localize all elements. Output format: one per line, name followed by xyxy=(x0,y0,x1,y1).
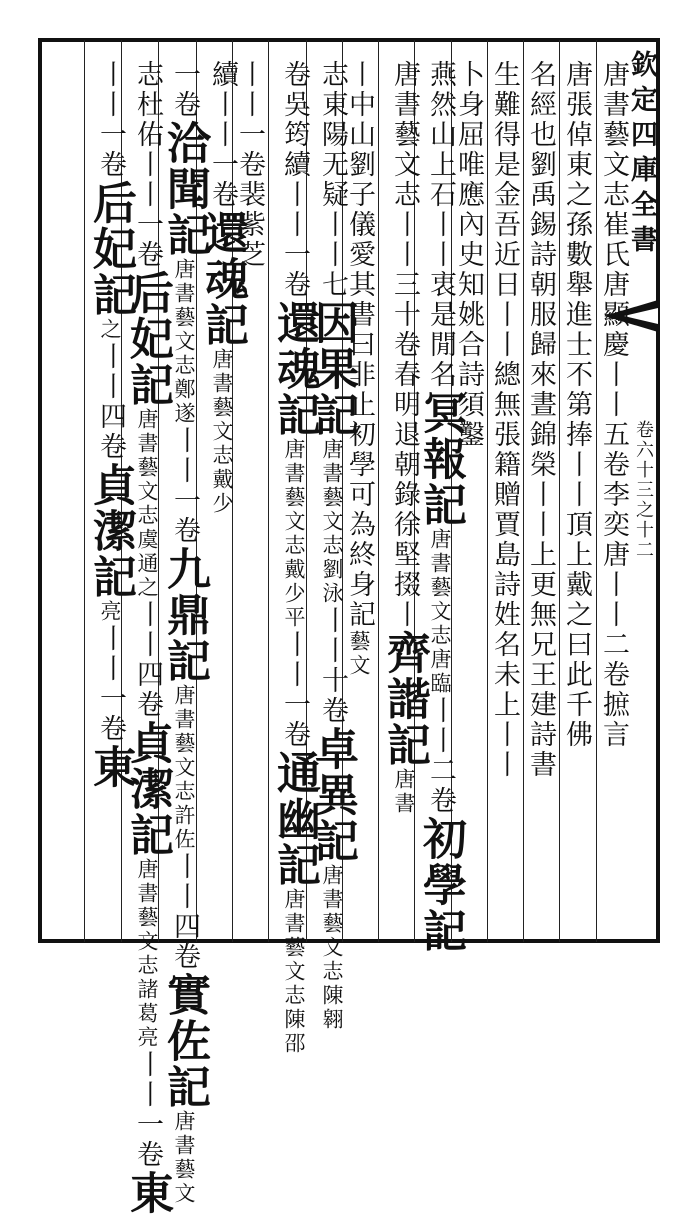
annotation-text: 遂 xyxy=(172,402,196,426)
body-text: 一卷 xyxy=(95,120,126,180)
body-text: 丨丨三十卷春明退朝錄徐堅掇 xyxy=(389,210,420,600)
body-text: 一卷裴紫芝 xyxy=(234,120,265,270)
body-text: 丨丨 xyxy=(234,60,265,120)
body-text: 唐書藝文志崔氏唐顯慶 xyxy=(598,60,629,360)
body-text: 丨丨 xyxy=(169,852,200,912)
annotation-text: 唐書藝文志陳邵 xyxy=(282,888,306,1056)
body-text: 丨丨 xyxy=(207,90,238,150)
annotation-text: 之 xyxy=(135,576,159,600)
entry-title: 齊諧記 xyxy=(379,630,430,768)
annotation-text: 之 xyxy=(98,318,122,342)
annotation-text: 唐書藝文志陳翱 xyxy=(320,864,344,1032)
body-text: 卜身屈唯應內史知姚合詩須鑿 xyxy=(453,60,484,450)
text-column-15 xyxy=(85,60,136,790)
body-text: 丨丨總無張籍贈賈島詩姓名未上 xyxy=(489,300,520,720)
body-text: 衷是閒名 xyxy=(425,270,456,390)
entry-title: 還魂記 xyxy=(269,300,320,438)
body-text: 丨丨 xyxy=(95,624,126,684)
body-text: 丨丨 xyxy=(132,1050,163,1110)
body-text: 丨丨 xyxy=(489,720,520,780)
entry-title: 貞潔記 xyxy=(85,462,136,600)
entry-title: 實佐記 xyxy=(159,972,210,1110)
annotation-text: 唐書藝文志唐 xyxy=(428,528,452,672)
entry-title: 洽聞記 xyxy=(159,120,210,258)
annotation-text: 亮 xyxy=(135,1026,159,1050)
entry-title: 卓異記 xyxy=(307,726,358,864)
entry-title: 后妃記 xyxy=(85,180,136,318)
body-text: 一卷 xyxy=(169,60,200,120)
body-text: 丨中山劉子儀愛其書曰非止初學可為終身記 xyxy=(344,60,375,630)
annotation-text: 唐書 xyxy=(392,768,416,816)
body-text: 丨丨五卷李奕唐 xyxy=(598,360,629,570)
annotation-text: 佐 xyxy=(172,828,196,852)
body-text: 一卷 xyxy=(207,150,238,210)
annotation-text: 泳 xyxy=(320,582,344,606)
body-text: 一卷 xyxy=(169,486,200,546)
body-text: 丨丨二卷 xyxy=(425,696,456,816)
text-column-4 xyxy=(491,60,518,780)
body-text: 四卷 xyxy=(132,660,163,720)
annotation-text: 唐書藝文志戴少 xyxy=(210,348,234,516)
body-text: 卷吳筠續 xyxy=(279,60,310,180)
entry-title: 后妃記 xyxy=(122,270,173,408)
body-text: 一卷 xyxy=(132,210,163,270)
annotation-text: 藝文 xyxy=(347,630,371,678)
body-text: 生難得是金吾近日 xyxy=(489,60,520,300)
body-text: 一卷 xyxy=(279,690,310,750)
body-text: 志杜佑 xyxy=(132,60,163,150)
annotation-text: 唐書藝文志鄭 xyxy=(172,258,196,402)
book-title: 欽定四庫全書 xyxy=(626,50,657,260)
column-rule xyxy=(523,40,524,942)
body-text: 丨丨 xyxy=(169,426,200,486)
body-text: 一卷 xyxy=(132,1110,163,1170)
body-text: 丨丨十卷 xyxy=(317,606,348,726)
body-text: 丨丨 xyxy=(279,630,310,690)
entry-title: 貞潔記 xyxy=(122,720,173,858)
body-text: 丨丨 xyxy=(132,600,163,660)
entry-title: 初學記 xyxy=(415,816,466,954)
body-text: 丨丨 xyxy=(425,210,456,270)
entry-title: 通幽記 xyxy=(269,750,320,888)
body-text: 丨丨 xyxy=(132,150,163,210)
entry-title: 因果記 xyxy=(307,300,358,438)
body-text: 志東陽无疑 xyxy=(317,60,348,210)
column-rule xyxy=(487,40,488,942)
body-text: 續 xyxy=(207,60,238,90)
entry-title: 還魂記 xyxy=(197,210,248,348)
text-column-3 xyxy=(527,60,554,780)
entry-title: 東 xyxy=(122,1170,173,1216)
body-text: 唐書藝文志 xyxy=(389,60,420,210)
text-column-2 xyxy=(563,60,590,750)
body-text: 四卷 xyxy=(169,912,200,972)
body-text: 丨丨二卷摭言 xyxy=(598,570,629,750)
body-text: 丨丨 xyxy=(279,180,310,240)
body-text: 燕然山上石 xyxy=(425,60,456,210)
text-column-10 xyxy=(269,60,320,1056)
annotation-text: 亮 xyxy=(98,600,122,624)
annotation-text: 臨 xyxy=(428,672,452,696)
column-rule xyxy=(84,40,85,942)
column-rule xyxy=(268,40,269,942)
entry-title: 九鼎記 xyxy=(159,546,210,684)
annotation-text: 唐書藝文志劉 xyxy=(320,438,344,582)
text-column-7 xyxy=(379,60,430,816)
body-text: 丨丨上更無兄王建詩書 xyxy=(525,480,556,780)
body-text: 唐張倬東之孫數舉進士不第捧 xyxy=(561,60,592,450)
annotation-text: 唐書藝文志戴少 xyxy=(282,438,306,606)
body-text: 一卷 xyxy=(95,684,126,744)
annotation-text: 唐書藝文志許 xyxy=(172,684,196,828)
entry-title: 東 xyxy=(85,744,136,790)
body-text: 名經也劉禹錫詩朝服歸來晝錦榮 xyxy=(525,60,556,480)
text-column-1 xyxy=(600,60,627,750)
column-rule xyxy=(378,40,379,942)
volume-label: 卷六十三之十二 xyxy=(633,420,654,560)
body-text: 丨丨七 xyxy=(317,210,348,300)
annotation-text: 唐書藝文 xyxy=(172,1110,196,1206)
annotation-text: 唐書藝文志諸葛 xyxy=(135,858,159,1026)
column-rule xyxy=(596,40,597,942)
body-text: 四卷 xyxy=(95,402,126,462)
column-rule xyxy=(559,40,560,942)
annotation-text: 唐書藝文志虞通 xyxy=(135,408,159,576)
annotation-text: 平 xyxy=(282,606,306,630)
entry-title: 冥報記 xyxy=(415,390,466,528)
body-text: 丨丨 xyxy=(95,60,126,120)
body-text: 丨丨 xyxy=(95,342,126,402)
body-text: 丨 xyxy=(389,600,420,630)
body-text: 一卷 xyxy=(279,240,310,300)
body-text: 丨丨頂上戴之曰此千佛 xyxy=(561,450,592,750)
